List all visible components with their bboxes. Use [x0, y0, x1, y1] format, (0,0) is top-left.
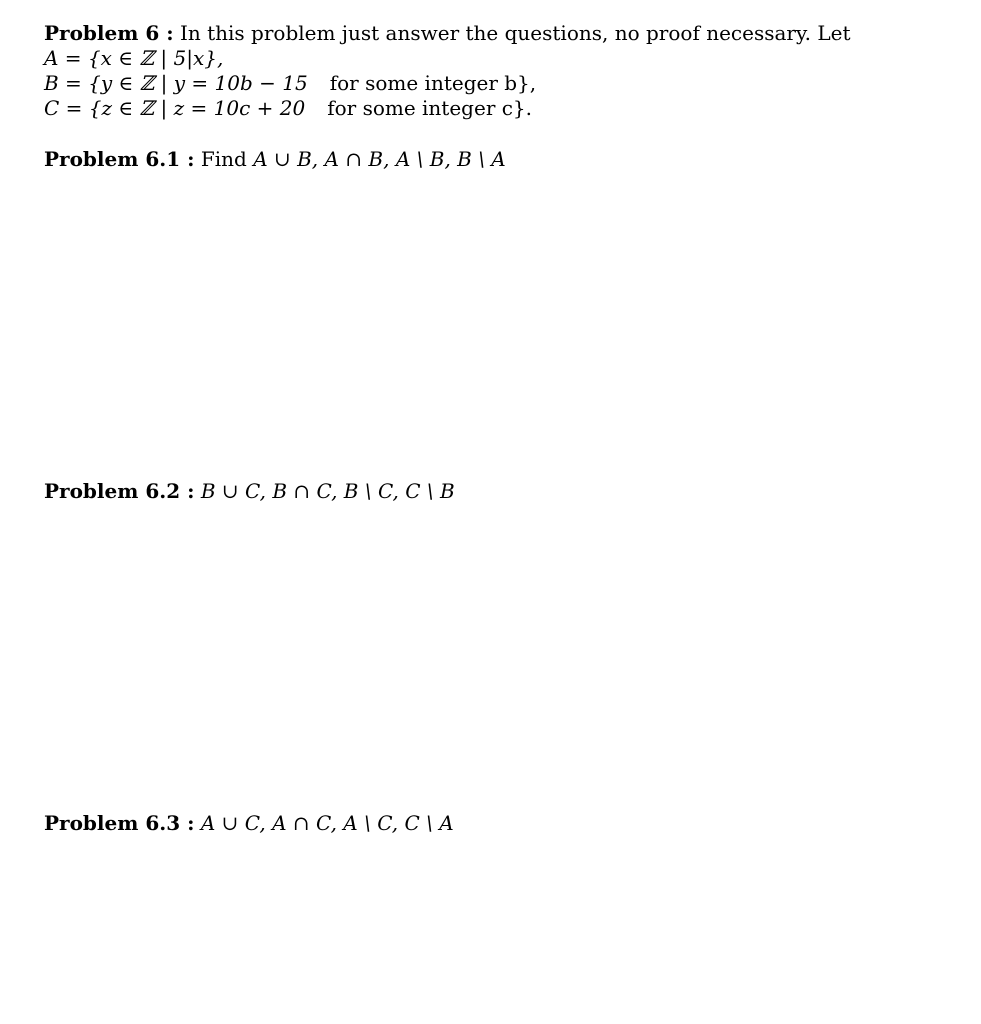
set-c-condition: for some integer c}.: [327, 96, 533, 120]
problem-6-1-prompt: Find: [200, 147, 247, 171]
problem-6-heading: Problem 6 :: [44, 21, 174, 45]
problem-6-2-expression: B ∪ C, B ∩ C, B \ C, C \ B: [200, 479, 455, 503]
set-b-definition: [44, 71, 536, 95]
problem-6-intro-text: In this problem just answer the questions, no proof necessary. Let: [179, 21, 851, 45]
problem-6-1: [44, 147, 506, 171]
set-a-definition: [44, 46, 223, 70]
problem-6-3-heading: Problem 6.3 :: [44, 811, 195, 835]
problem-6-1-heading: Problem 6.1 :: [44, 147, 195, 171]
problem-6-intro-line: [44, 21, 850, 45]
set-c-definition: [44, 96, 532, 120]
problem-6-2: [44, 479, 455, 503]
problem-6-3: [44, 811, 454, 835]
set-a-expression: A = {x ∈ ℤ | 5|x},: [44, 46, 224, 70]
set-b-expression: B = {y ∈ ℤ | y = 10b − 15: [44, 71, 308, 95]
problem-6-3-expression: A ∪ C, A ∩ C, A \ C, C \ A: [200, 811, 454, 835]
set-b-condition: for some integer b},: [329, 71, 537, 95]
set-c-expression: C = {z ∈ ℤ | z = 10c + 20: [44, 96, 306, 120]
problem-6-2-heading: Problem 6.2 :: [44, 479, 195, 503]
problem-6-1-expression: A ∪ B, A ∩ B, A \ B, B \ A: [253, 147, 506, 171]
